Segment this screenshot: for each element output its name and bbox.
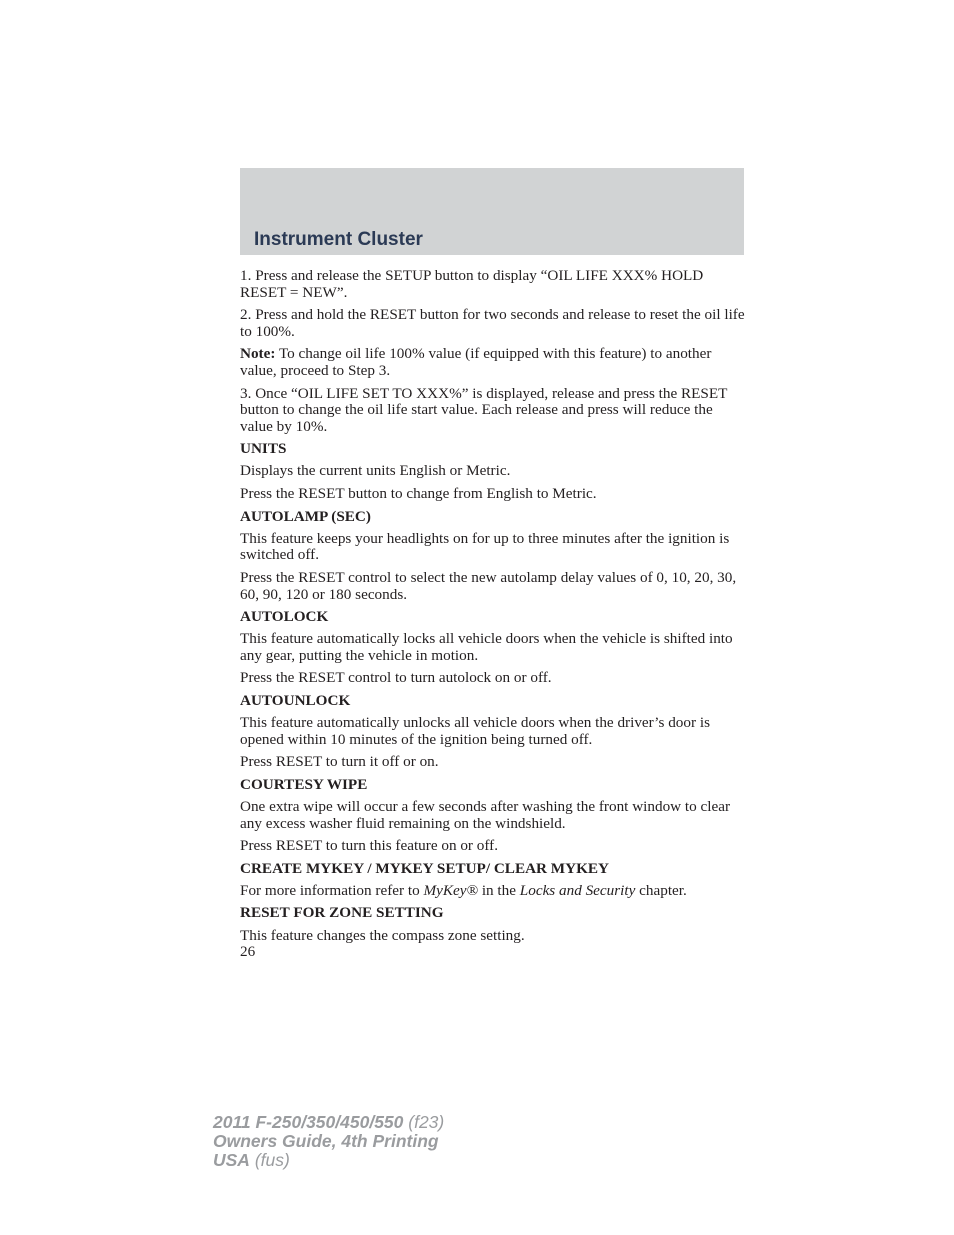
footer-model-code: (f23) [403, 1112, 445, 1132]
autolamp-heading: AUTOLAMP (SEC) [240, 507, 371, 525]
autolamp-description: This feature keeps your headlights on for up to three minutes after the ignition is switched off. [240, 529, 730, 564]
mykey-prefix: For more information refer to [240, 881, 424, 899]
step-2-paragraph: 2. Press and hold the RESET button for two seconds and release to reset the oil life to 100%. [240, 306, 745, 340]
footer-market: USA [213, 1150, 250, 1170]
zone-heading: RESET FOR ZONE SETTING [240, 904, 444, 922]
footer-market-code: (fus) [249, 1150, 290, 1170]
mykey-link: MyKey® [423, 881, 479, 899]
courtesy-wipe-instruction: Press RESET to turn this feature on or off. [240, 837, 499, 855]
section-header-band [240, 168, 744, 255]
mykey-heading: CREATE MYKEY / MYKEY SETUP/ CLEAR MYKEY [240, 859, 610, 877]
document-footer [213, 1113, 444, 1170]
mykey-middle: in the [478, 881, 520, 899]
zone-description: This feature changes the compass zone setting. [240, 926, 525, 944]
courtesy-wipe-heading: COURTESY WIPE [240, 775, 368, 793]
step-1-paragraph: 1. Press and release the SETUP button to display “OIL LIFE XXX% HOLD RESET = NEW”. [240, 267, 704, 301]
page-content [240, 268, 746, 961]
mykey-suffix: chapter. [635, 881, 687, 899]
footer-model-line [213, 1113, 444, 1132]
autounlock-instruction: Press RESET to turn it off or on. [240, 753, 439, 771]
autounlock-description: This feature automatically unlocks all vehicle doors when the driver’s door is opened within 10 minutes of the ignition being turned off. [240, 714, 710, 748]
note-paragraph [240, 346, 746, 379]
autolock-description: This feature automatically locks all vehicle doors when the vehicle is shifted into any gear, putting the vehicle in motion. [240, 630, 733, 664]
step-3-paragraph: 3. Once “OIL LIFE SET TO XXX%” is displayed, release and press the RESET button to change the oil life start value. Each release and press will reduce the value by 10%. [240, 384, 728, 435]
units-instruction: Press the RESET button to change from English to Metric. [240, 485, 597, 503]
units-description: Displays the current units English or Metric. [240, 462, 511, 480]
autolamp-instruction: Press the RESET control to select the new autolamp delay values of 0, 10, 20, 30, 60, 90, 120 or 180 seconds. [240, 568, 737, 603]
note-text: To change oil life 100% value (if equipped with this feature) to another value, proceed to Step 3. [240, 345, 712, 379]
locks-security-link: Locks and Security [519, 881, 636, 899]
autolock-instruction: Press the RESET control to turn autolock on or off. [240, 669, 552, 687]
courtesy-wipe-description: One extra wipe will occur a few seconds after washing the front window to clear any excess washer fluid remaining on the windshield. [240, 797, 731, 832]
units-heading: UNITS [240, 440, 287, 458]
autolock-heading: AUTOLOCK [240, 608, 329, 626]
page-number: 26 [240, 943, 256, 961]
note-label: Note: [240, 345, 276, 363]
autounlock-heading: AUTOUNLOCK [240, 691, 351, 709]
footer-model: 2011 F-250/350/450/550 [213, 1112, 404, 1132]
mykey-reference [240, 883, 746, 900]
footer-guide-line: Owners Guide, 4th Printing [213, 1131, 439, 1151]
footer-market-line [213, 1151, 444, 1170]
section-title: Instrument Cluster [254, 229, 423, 250]
